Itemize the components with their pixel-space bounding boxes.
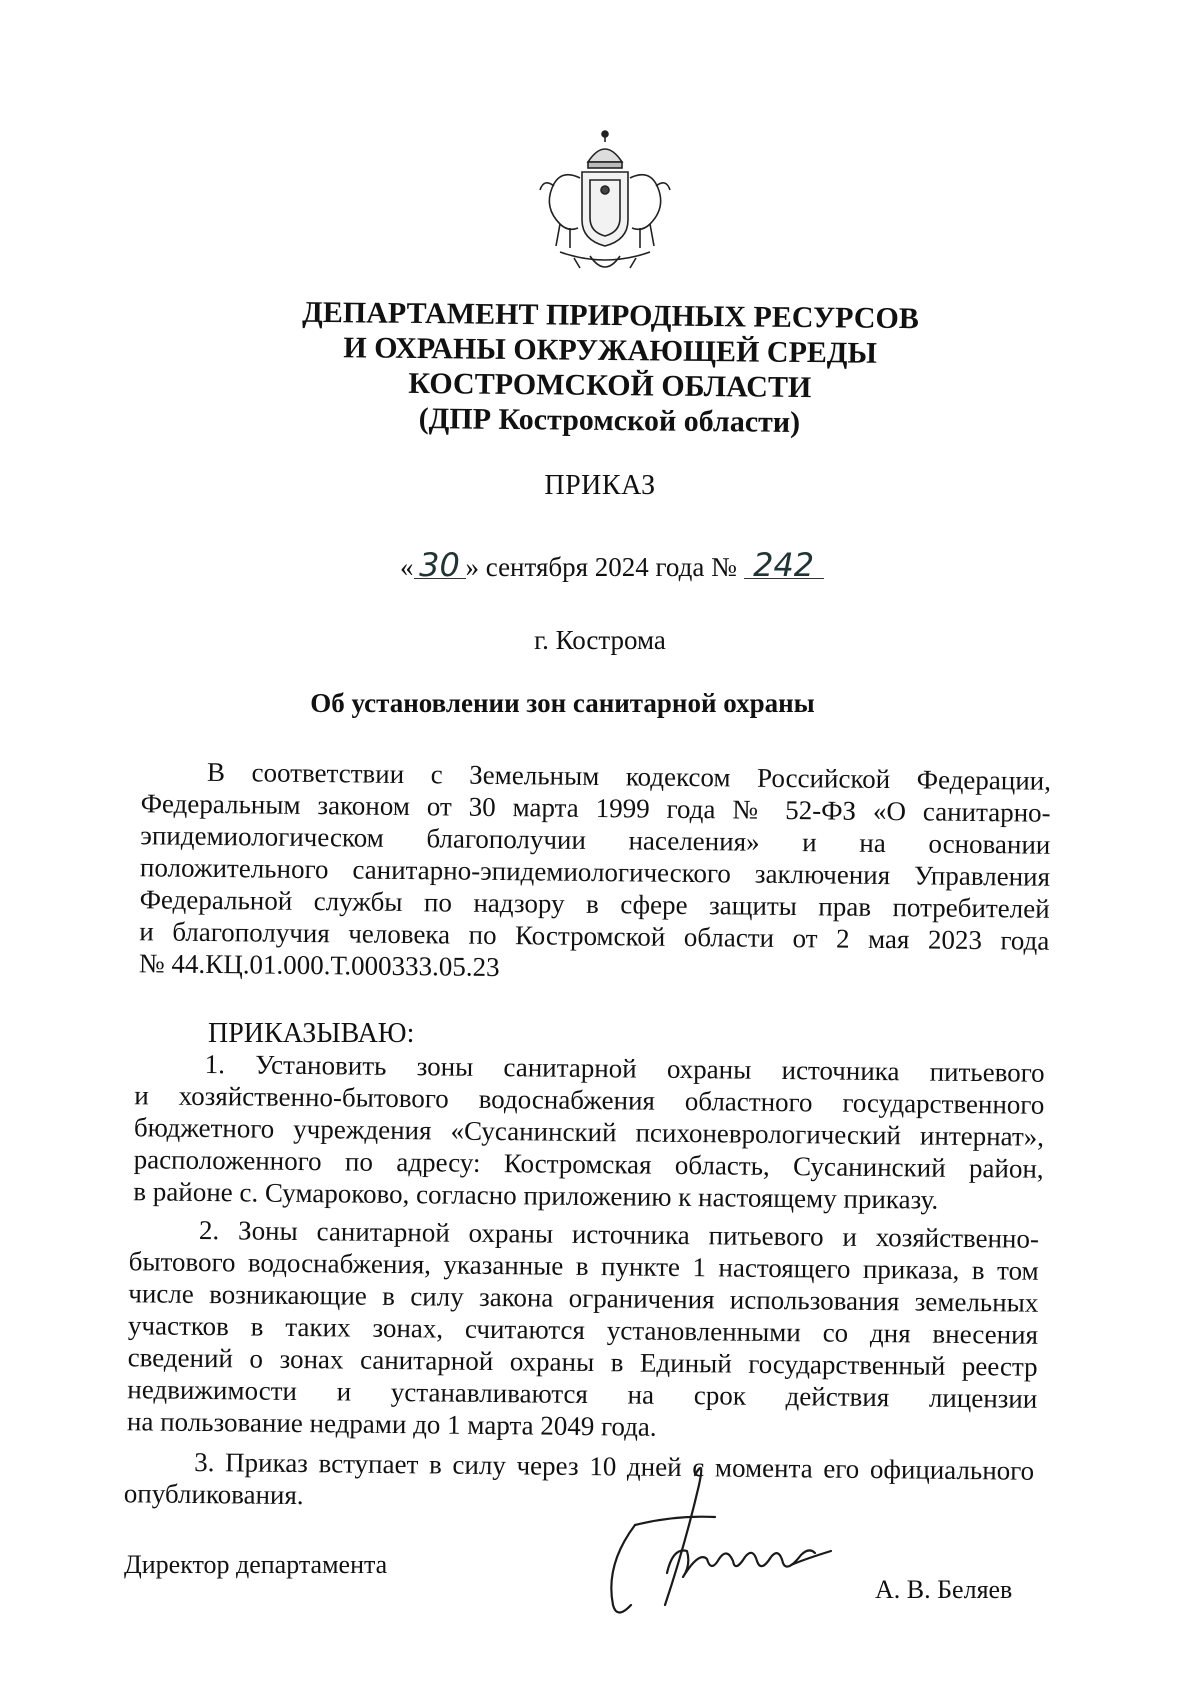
point-2-line: бытового водоснабжения, указанные в пункте 1 настоящего приказа, в том <box>128 1246 1039 1286</box>
point-2 <box>127 1213 1039 1447</box>
point-1-line: бюджетного учреждения «Сусанинский психоневрологический интернат», <box>133 1112 1045 1152</box>
point-3 <box>124 1445 1035 1519</box>
coat-of-arms-emblem <box>530 128 680 278</box>
point-1-line: расположенного по адресу: Костромская область, Сусанинский район, <box>133 1144 1044 1184</box>
preamble-line: и благополучия человека по Костромской области от 2 мая 2023 года <box>139 916 1050 956</box>
signer-position: Директор департамента <box>124 1550 388 1579</box>
point-2-line: сведений о зонах санитарной охраны в Единый государственный реестр <box>127 1342 1038 1382</box>
order-date-line <box>400 546 824 584</box>
header-line-3: КОСТРОМСКОЙ ОБЛАСТИ <box>408 366 812 405</box>
order-word: ПРИКАЗЫВАЮ: <box>208 1018 415 1049</box>
order-number-handwritten: 242 <box>744 552 824 579</box>
order-subject: Об установлении зон санитарной охраны <box>310 688 815 718</box>
preamble-line: положительного санитарно-эпидемиологического заключения Управления <box>139 852 1051 892</box>
signer-name: А. В. Беляев <box>875 1575 1013 1604</box>
point-3-line: 3. Приказ вступает в силу через 10 дней с момента его официального <box>194 1446 1035 1486</box>
point-3-line: опубликования. <box>123 1478 304 1511</box>
date-month-year: » сентября 2024 года № <box>465 552 737 582</box>
point-2-line: числе возникающие в силу закона ограничения использования земельных <box>128 1278 1039 1318</box>
date-open-quote: « <box>400 552 414 582</box>
department-header <box>289 295 930 442</box>
preamble <box>139 755 1051 989</box>
header-line-4: (ДПР Костромской области) <box>418 402 801 439</box>
point-1 <box>133 1047 1045 1217</box>
point-2-line: участков в таких зонах, считаются установленными со дня внесения <box>127 1310 1039 1350</box>
handwritten-signature <box>595 1455 855 1625</box>
preamble-line: Федеральной службы по надзору в сфере защиты прав потребителей <box>139 884 1050 924</box>
preamble-line: В соответствии с Земельным кодексом Российской Федерации, <box>206 756 1052 796</box>
point-2-line: 2. Зоны санитарной охраны источника питьевого и хозяйственно- <box>198 1214 1040 1254</box>
header-line-2: И ОХРАНЫ ОКРУЖАЮЩЕЙ СРЕДЫ <box>343 331 878 370</box>
point-1-line: и хозяйственно-бытового водоснабжения областного государственного <box>134 1080 1045 1120</box>
point-1-line: 1. Установить зоны санитарной охраны источника питьевого <box>204 1048 1045 1088</box>
preamble-line: № 44.КЦ.01.000.Т.000333.05.23 <box>138 948 500 983</box>
document-type: ПРИКАЗ <box>544 470 656 501</box>
point-2-line: недвижимости и устанавливаются на срок действия лицензии <box>127 1374 1038 1414</box>
point-2-line: на пользование недрами до 1 марта 2049 года. <box>126 1406 657 1442</box>
preamble-line: Федеральным законом от 30 марта 1999 года № 52-ФЗ «О санитарно- <box>140 788 1051 828</box>
city: г. Кострома <box>534 625 666 655</box>
point-1-line: в районе с. Сумароково, согласно приложению к настоящему приказу. <box>133 1176 939 1215</box>
header-line-1: ДЕПАРТАМЕНТ ПРИРОДНЫХ РЕСУРСОВ <box>302 295 920 336</box>
date-day-handwritten: 30 <box>414 552 466 579</box>
preamble-line: эпидемиологическом благополучии населения» и на основании <box>140 820 1051 860</box>
